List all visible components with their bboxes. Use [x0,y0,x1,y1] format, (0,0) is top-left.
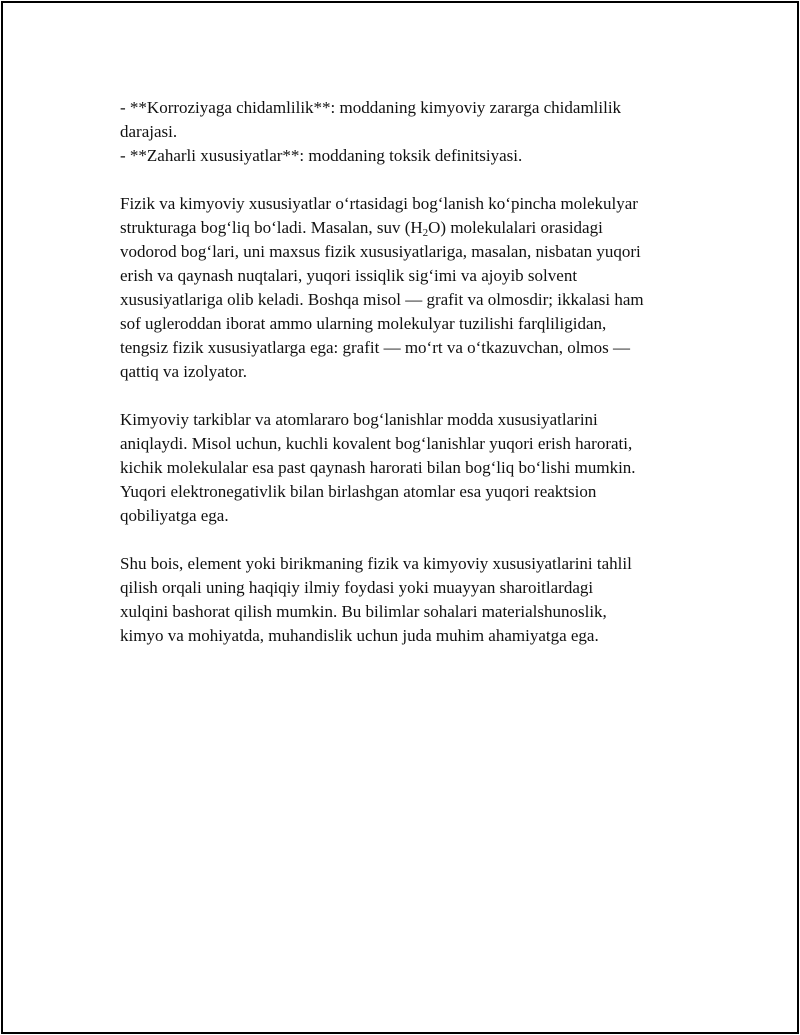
paragraph-line: sof ugleroddan iborat ammo ularning molekulyar tuzilishi farqliligidan, [120,314,607,333]
document-body [120,96,700,672]
paragraph-line: Kimyoviy tarkiblar va atomlararo bogʻlanishlar modda xususiyatlarini [120,410,598,429]
paragraph-line: qilish orqali uning haqiqiy ilmiy foydasi yoki muayyan sharoitlardagi [120,578,594,597]
paragraph-chemical-bonds [120,408,700,528]
paragraph-line: tengsiz fizik xususiyatlarga ega: grafit — moʻrt va oʻtkazuvchan, olmos — [120,338,631,357]
paragraph-line: qobiliyatga ega. [120,506,229,525]
paragraph-line: erish va qaynash nuqtalari, yuqori issiqlik sigʻimi va ajoyib solvent [120,266,578,285]
line-text: O) molekulalari orasidagi [428,218,603,237]
list-item-corrosion-resistance-continued: darajasi. [120,122,178,141]
paragraph-structure-properties [120,192,700,384]
paragraph-line: kimyo va mohiyatda, muhandislik uchun juda muhim ahamiyatga ega. [120,626,599,645]
list-item-corrosion-resistance: - **Korroziyaga chidamlilik**: moddaning kimyoviy zararga chidamlilik [120,98,622,117]
list-item-toxic-properties: - **Zaharli xususiyatlar**: moddaning toksik definitsiyasi. [120,146,523,165]
paragraph-line: xulqini bashorat qilish mumkin. Bu bilimlar sohalari materialshunoslik, [120,602,607,621]
paragraph-line-with-formula [120,216,700,240]
line-text: strukturaga bogʻliq boʻladi. Masalan, suv (H [120,218,423,237]
paragraph-line: xususiyatlariga olib keladi. Boshqa misol — grafit va olmosdir; ikkalasi ham [120,290,644,309]
paragraph-line: qattiq va izolyator. [120,362,247,381]
formula-subscript: 2 [422,227,429,239]
paragraph-line: vodorod bogʻlari, uni maxsus fizik xususiyatlariga, masalan, nisbatan yuqori [120,242,641,261]
paragraph-line: kichik molekulalar esa past qaynash harorati bilan bogʻliq boʻlishi mumkin. [120,458,636,477]
paragraph-line: Shu bois, element yoki birikmaning fizik va kimyoviy xususiyatlarini tahlil [120,554,632,573]
property-list [120,96,700,168]
paragraph-conclusion [120,552,700,648]
paragraph-line: Yuqori elektronegativlik bilan birlashgan atomlar esa yuqori reaktsion [120,482,597,501]
document-page [1,1,799,1034]
paragraph-line: aniqlaydi. Misol uchun, kuchli kovalent bogʻlanishlar yuqori erish harorati, [120,434,633,453]
paragraph-line: Fizik va kimyoviy xususiyatlar oʻrtasidagi bogʻlanish koʻpincha molekulyar [120,194,638,213]
